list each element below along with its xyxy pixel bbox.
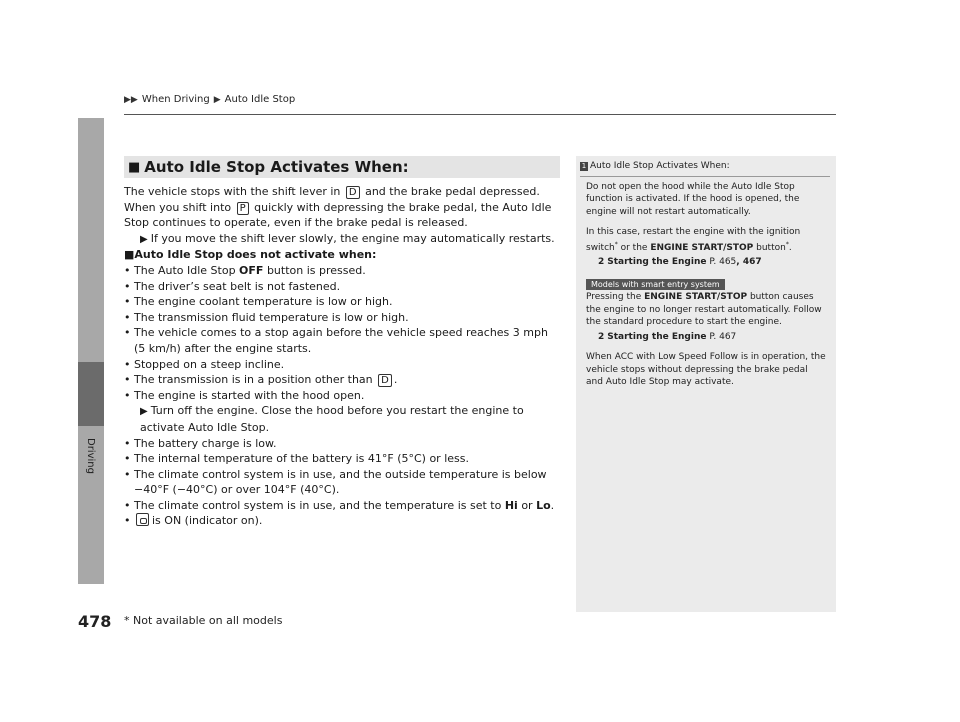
footnote: * Not available on all models	[124, 614, 283, 627]
note-arrow-icon: ▶	[140, 233, 148, 245]
key-p-icon: P	[237, 202, 249, 215]
breadcrumb-arrow-icon: ▶▶	[124, 94, 138, 105]
square-bullet-icon: ■	[128, 159, 141, 175]
list-item: • The climate control system is in use, and the temperature is set to Hi or Lo.	[124, 498, 560, 514]
list-item: • The engine is started with the hood open. ▶ Turn off the engine. Close the hood before you restart the engine to activate Auto Idle Stop.	[124, 388, 560, 436]
main-content	[124, 156, 560, 529]
list-item: • The vehicle comes to a stop again before the vehicle speed reaches 3 mph (5 km/h) after the engine starts.	[124, 325, 560, 356]
intro-line-1: The vehicle stops with the shift lever in D and the brake pedal depressed.	[124, 185, 540, 198]
chapter-side-tab	[78, 118, 104, 584]
sidebar-paragraph: When ACC with Low Speed Follow is in operation, the vehicle stops without depressing the brake pedal and Auto Idle Stop may activate.	[586, 352, 826, 387]
list-item: • The internal temperature of the battery is 41°F (5°C) or less.	[124, 451, 560, 467]
list-item: • The Auto Idle Stop OFF button is pressed.	[124, 263, 560, 279]
breadcrumb-arrow-icon: ▶	[213, 94, 221, 105]
list-item: • The transmission fluid temperature is low or high.	[124, 310, 560, 326]
intro-line-2: When you shift into P quickly with depressing the brake pedal, the Auto Idle Stop continues to operate, even if the brake pedal is released.	[124, 200, 552, 230]
section-heading	[124, 156, 560, 178]
reference-arrow-icon: 2	[598, 257, 605, 267]
note-number-icon: 1	[581, 161, 587, 170]
sidebar-paragraph: Do not open the hood while the Auto Idle Stop function is activated. If the hood is opened, the engine will not restart automatically.	[586, 181, 800, 217]
page-number: 478	[78, 612, 112, 631]
sidebar-rule	[580, 176, 830, 177]
sidebar-paragraph: Pressing the ENGINE START/STOP button causes the engine to no longer restart automatically. Follow the standard procedure to start the engine.	[586, 292, 822, 327]
model-badge: Models with smart entry system	[586, 279, 725, 290]
list-item: • The engine coolant temperature is low or high.	[124, 294, 560, 310]
header-rule	[124, 114, 836, 115]
list-item: • is ON (indicator on).	[124, 513, 560, 529]
reference-arrow-icon: 2	[598, 331, 605, 342]
sidebar-paragraph: In this case, restart the engine with the ignition switch* or the ENGINE START/STOP button*.	[586, 227, 801, 253]
subheading: ■Auto Idle Stop does not activate when:	[124, 248, 377, 262]
front-sensor-camera-icon	[136, 513, 149, 526]
cross-reference[interactable]: 2 Starting the Engine P. 467	[598, 331, 737, 342]
chapter-label: Driving	[85, 438, 96, 474]
key-d-icon: D	[378, 374, 392, 387]
list-item: • The battery charge is low.	[124, 436, 560, 452]
sidebar-note	[576, 156, 836, 612]
square-bullet-icon: ■	[124, 248, 135, 262]
note-arrow-icon: ▶	[140, 406, 148, 418]
list-item: • The climate control system is in use, and the outside temperature is below −40°F (−40°C) or over 104°F (40°C).	[124, 467, 560, 498]
condition-list	[124, 263, 560, 529]
breadcrumb-level1[interactable]: When Driving	[141, 94, 210, 105]
list-item: • The driver’s seat belt is not fastened.	[124, 279, 560, 295]
list-item: • Stopped on a steep incline.	[124, 357, 560, 373]
intro-note: ▶ If you move the shift lever slowly, the engine may automatically restarts.	[140, 231, 555, 245]
key-d-icon: D	[346, 186, 360, 199]
cross-reference[interactable]: 2 Starting the Engine P. 465, 467	[598, 257, 762, 267]
breadcrumb	[124, 94, 295, 105]
breadcrumb-level2[interactable]: Auto Idle Stop	[224, 94, 296, 105]
chapter-side-tab-marker	[78, 362, 104, 426]
section-heading-text: Auto Idle Stop Activates When:	[144, 158, 409, 176]
sidebar-title: 1 Auto Idle Stop Activates When:	[581, 161, 730, 171]
list-item: • The transmission is in a position other than D .	[124, 372, 560, 388]
